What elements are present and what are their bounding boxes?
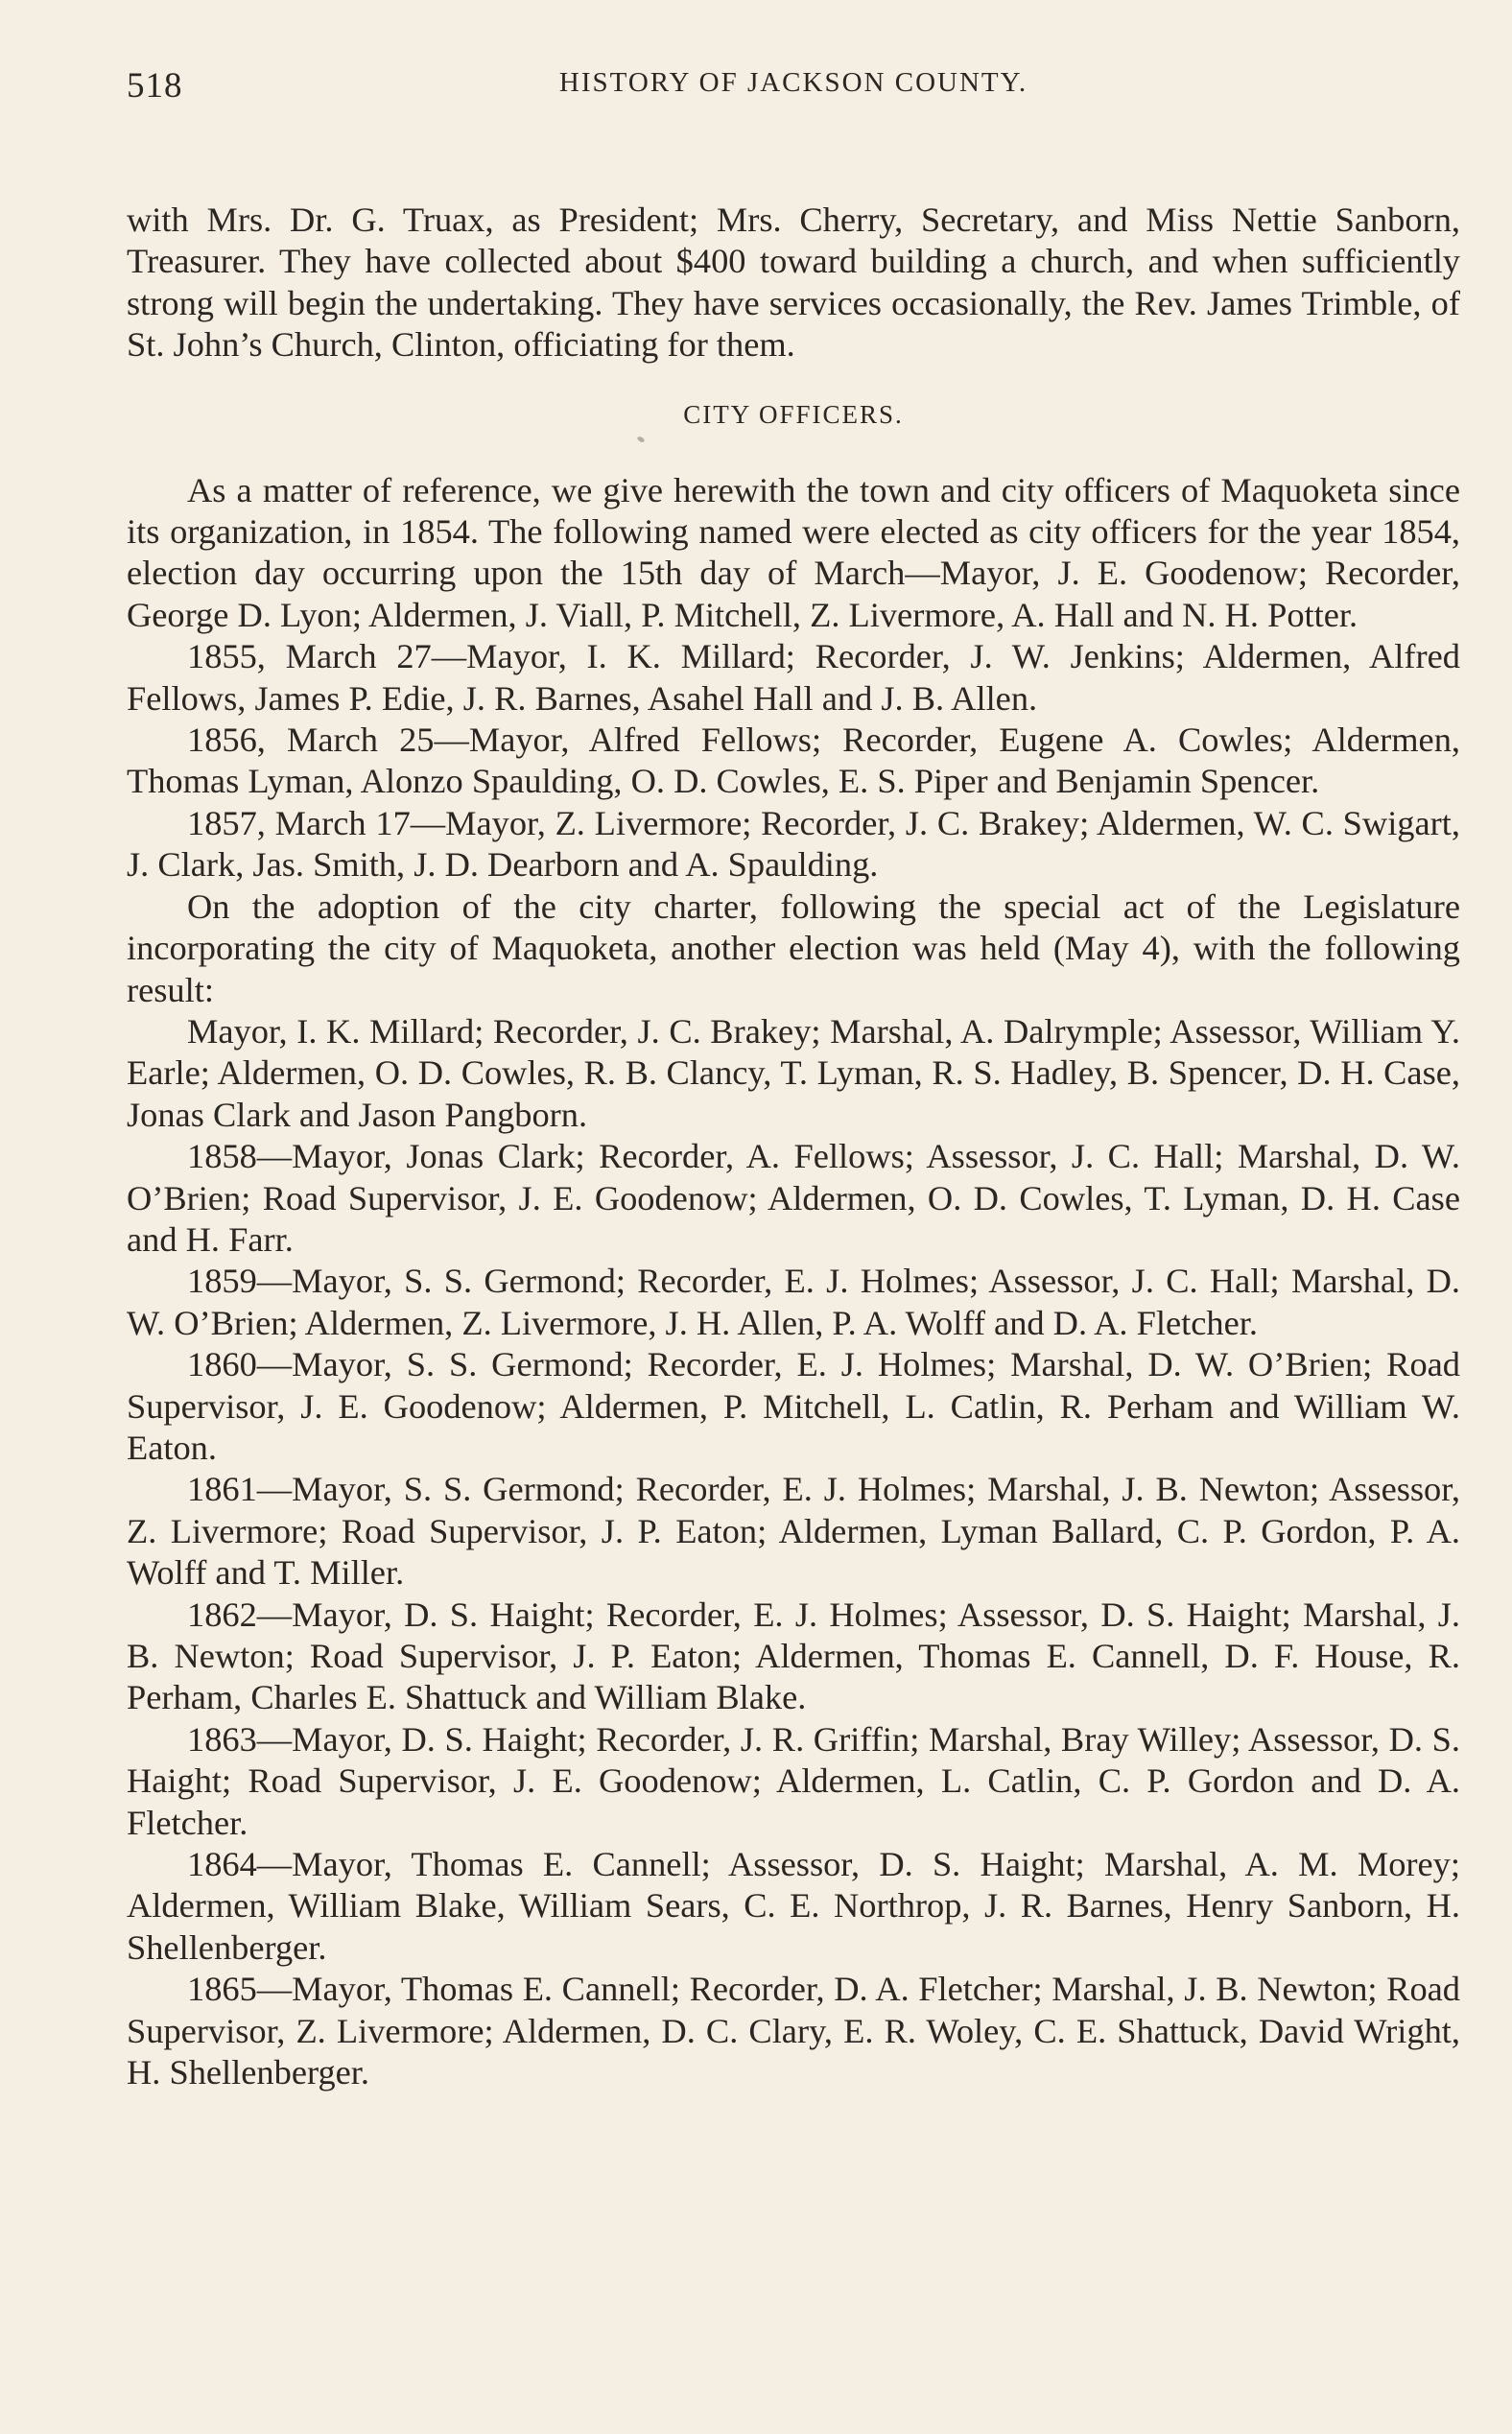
paragraph-1865: 1865—Mayor, Thomas E. Cannell; Recorder, D. A. Fletcher; Marshal, J. B. Newton; Road Supervisor, Z. Livermore; Aldermen, D. C. Clary, E. R. Woley, C. E. Shattuck, David Wright, H. Shellenberger. [127, 1970, 1460, 2092]
body-text [127, 200, 1460, 2093]
page-number: 518 [127, 66, 183, 106]
paragraph-1861: 1861—Mayor, S. S. Germond; Recorder, E. J. Holmes; Marshal, J. B. Newton; Assessor, Z. Livermore; Road Supervisor, J. P. Eaton; Aldermen, Lyman Ballard, C. P. Gordon, P. A. Wolff and T. Miller. [127, 1470, 1460, 1593]
running-head [127, 58, 1460, 115]
paragraph-city-charter: On the adoption of the city charter, following the special act of the Legislature incorporating the city of Maquoketa, another election was held (May 4), with the following result: [127, 886, 1460, 1009]
paragraph-1855: 1855, March 27—Mayor, I. K. Millard; Recorder, J. W. Jenkins; Aldermen, Alfred Fellows, James P. Edie, J. R. Barnes, Asahel Hall and J. B. Allen. [127, 637, 1460, 718]
running-title: HISTORY OF JACKSON COUNTY. [558, 67, 1028, 98]
paragraph-1856: 1856, March 25—Mayor, Alfred Fellows; Recorder, Eugene A. Cowles; Aldermen, Thomas Lyman, Alonzo Spaulding, O. D. Cowles, E. S. Piper and Benjamin Spencer. [127, 721, 1460, 801]
paragraph-overview: As a matter of reference, we give herewith the town and city officers of Maquoketa since its organization, in 1854. The following named were elected as city officers for the year 1854, election day occurring upon the 15th day of March—Mayor, J. E. Goodenow; Recorder, George D. Lyon; Aldermen, J. Viall, P. Mitchell, Z. Livermore, A. Hall and N. H. Potter. [127, 470, 1460, 634]
paragraph-1860: 1860—Mayor, S. S. Germond; Recorder, E. J. Holmes; Marshal, D. W. O’Brien; Road Supervisor, J. E. Goodenow; Aldermen, P. Mitchell, L. Catlin, R. Perham and William W. Eaton. [127, 1345, 1460, 1467]
book-page [127, 58, 1460, 2093]
section-heading-city-officers [127, 393, 1460, 470]
paragraph-1863: 1863—Mayor, D. S. Haight; Recorder, J. R. Griffin; Marshal, Bray Willey; Assessor, D. S. Haight; Road Supervisor, J. E. Goodenow; Aldermen, L. Catlin, C. P. Gordon and D. A. Fletcher. [127, 1719, 1460, 1842]
ink-speck [636, 436, 645, 443]
paragraph-1858: 1858—Mayor, Jonas Clark; Recorder, A. Fellows; Assessor, J. C. Hall; Marshal, D. W. O’Brien; Road Supervisor, J. E. Goodenow; Aldermen, O. D. Cowles, T. Lyman, D. H. Case and H. Farr. [127, 1137, 1460, 1259]
intro-paragraph: with Mrs. Dr. G. Truax, as President; Mrs. Cherry, Secretary, and Miss Nettie Sanborn, Treasurer. They have collected about $400 toward building a church, and when sufficiently strong will begin the undertaking. They have services occasionally, the Rev. James Trimble, of St. John’s Church, Clinton, officiating for them. [127, 201, 1460, 365]
paragraph-charter-election-result: Mayor, I. K. Millard; Recorder, J. C. Brakey; Marshal, A. Dalrymple; Assessor, William Y. Earle; Aldermen, O. D. Cowles, R. B. Clancy, T. Lyman, R. S. Hadley, B. Spencer, D. H. Case, Jonas Clark and Jason Pangborn. [127, 1011, 1460, 1134]
section-heading-text: CITY OFFICERS. [683, 399, 904, 429]
paragraph-1862: 1862—Mayor, D. S. Haight; Recorder, E. J. Holmes; Assessor, D. S. Haight; Marshal, J. B. Newton; Road Supervisor, J. P. Eaton; Aldermen, Thomas E. Cannell, D. F. House, R. Perham, Charles E. Shattuck and William Blake. [127, 1595, 1460, 1717]
paragraph-1857: 1857, March 17—Mayor, Z. Livermore; Recorder, J. C. Brakey; Aldermen, W. C. Swigart, J. Clark, Jas. Smith, J. D. Dearborn and A. Spaulding. [127, 803, 1460, 885]
paragraph-1859: 1859—Mayor, S. S. Germond; Recorder, E. J. Holmes; Assessor, J. C. Hall; Marshal, D. W. O’Brien; Aldermen, Z. Livermore, J. H. Allen, P. A. Wolff and D. A. Fletcher. [127, 1262, 1460, 1342]
paragraph-1864: 1864—Mayor, Thomas E. Cannell; Assessor, D. S. Haight; Marshal, A. M. Morey; Aldermen, William Blake, William Sears, C. E. Northrop, J. R. Barnes, Henry Sanborn, H. Shellenberger. [127, 1845, 1460, 1967]
